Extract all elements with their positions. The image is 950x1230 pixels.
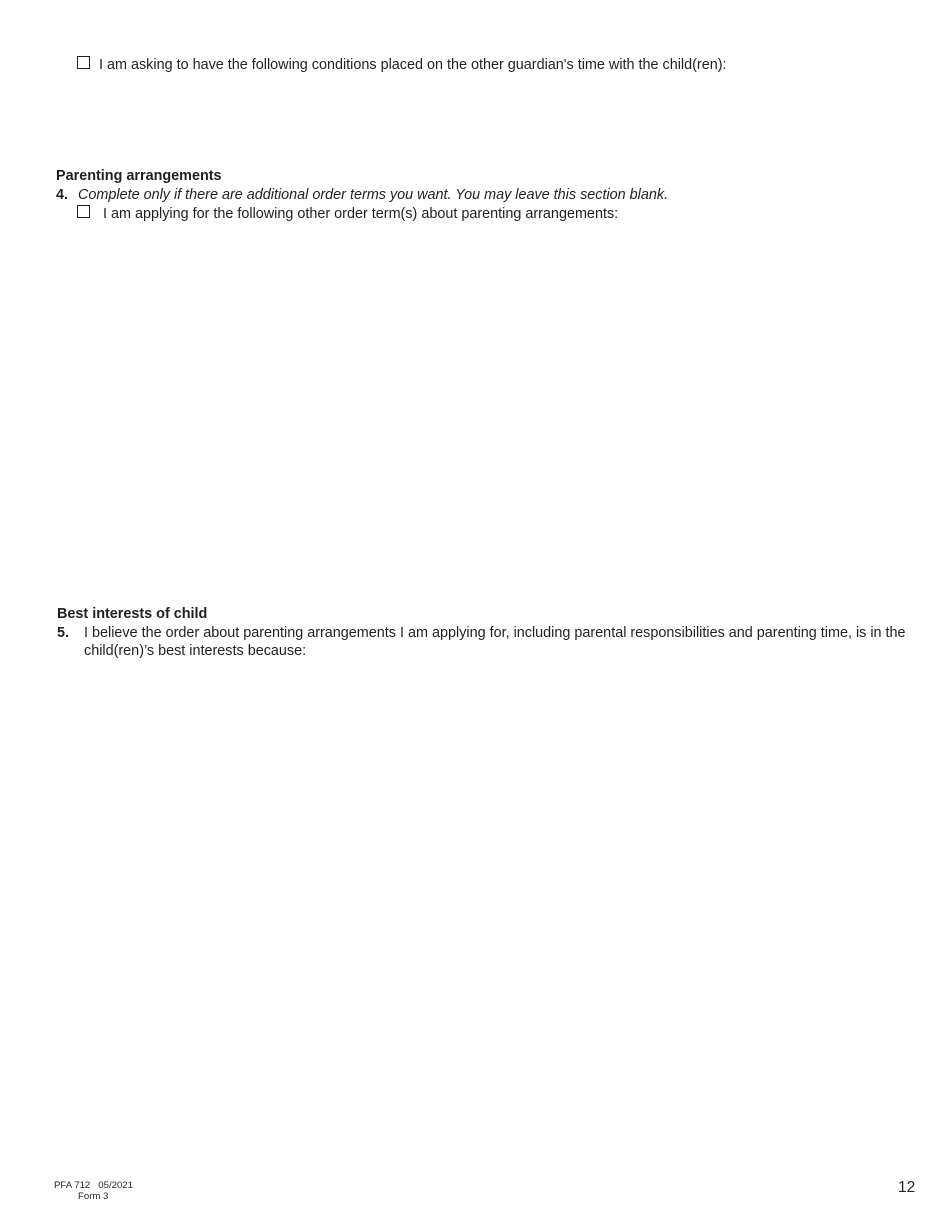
item-number-5: 5. bbox=[57, 625, 70, 641]
item-number-4: 4. bbox=[56, 187, 69, 203]
other-order-terms-checkbox[interactable] bbox=[77, 205, 90, 218]
page-number: 12 bbox=[898, 1179, 916, 1196]
other-order-terms-checkbox-label: I am applying for the following other order term(s) about parenting arrangements: bbox=[103, 206, 619, 222]
form-date: 05/2021 bbox=[98, 1180, 133, 1191]
form-code: PFA 712 bbox=[54, 1180, 91, 1191]
footer-form-name: Form 3 bbox=[78, 1191, 109, 1202]
best-interests-statement-line-2: child(ren)’s best interests because: bbox=[84, 643, 307, 659]
footer-form-code bbox=[54, 1180, 133, 1191]
best-interests-statement-line-1: I believe the order about parenting arrangements I am applying for, including parental responsibilities and parenting time, is in the bbox=[84, 625, 906, 641]
best-interests-heading: Best interests of child bbox=[57, 606, 208, 622]
parenting-arrangements-heading: Parenting arrangements bbox=[56, 168, 222, 184]
conditions-checkbox[interactable] bbox=[77, 56, 90, 69]
parenting-arrangements-instruction: Complete only if there are additional order terms you want. You may leave this section blank. bbox=[78, 187, 669, 203]
conditions-checkbox-label: I am asking to have the following conditions placed on the other guardian's time with the child(ren): bbox=[99, 57, 727, 73]
